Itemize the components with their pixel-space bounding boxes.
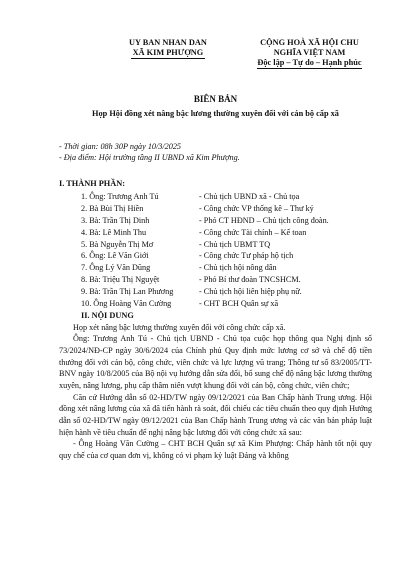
member-name: 9. Bà: Trần Thị Lan Phương xyxy=(81,286,174,296)
content-paragraph: Căn cứ Hướng dẫn số 02-HD/TW ngày 09/12/2021 của Ban Chấp hành Trung ương. Hội đồng xét nâng lương của xã đã tiến hành rà soát, đối chiếu các tiêu chuẩn theo quy định Hướng dẫn số 02-HD/TW ngày 09/12/2021 của Ban Chấp hành Trung ương và các văn bản pháp luật hiện hành về tiêu chuẩn để nghị nâng bậc lương đối với công chức xã sau: xyxy=(59,392,372,437)
member-row xyxy=(81,192,372,204)
content-body xyxy=(59,322,372,462)
member-role: - Công chức Tài chính – Kế toan xyxy=(199,227,307,237)
member-name: 7. Ông Lý Văn Dũng xyxy=(81,263,151,273)
motto-line-1: CỘNG HOÀ XÃ HỘI CHU NGHĨA VIỆT NAM xyxy=(260,38,359,57)
document-subtitle: Họp Hội đồng xét nâng bậc lương thường xuyên đối với cán bộ cấp xã xyxy=(92,109,339,119)
member-role: - Chủ tịch UBMT TQ xyxy=(199,239,271,249)
member-name: 5. Bà Nguyễn Thị Mơ xyxy=(81,239,154,249)
member-row xyxy=(81,204,372,216)
authority-line-1: UY BAN NHAN DAN xyxy=(129,38,207,47)
member-role: - Chủ tịch UBND xã - Chủ tọa xyxy=(199,192,300,202)
member-role: - Phó Bí thư đoàn TNCSHCM. xyxy=(199,275,301,285)
member-name: 6. Ông: Lê Văn Giới xyxy=(81,251,149,261)
member-row xyxy=(81,263,372,275)
content-paragraph: - Ông Hoàng Văn Cường – CHT BCH Quân sự xã Kim Phượng: Chấp hành tốt nội quy quy chế của cơ quan đơn vị, không có vi phạm kỷ luật Đảng và không xyxy=(59,439,372,460)
member-row xyxy=(81,228,372,240)
member-role: - Công chức VP thống kê – Thư ký xyxy=(199,204,314,214)
member-row xyxy=(81,216,372,228)
member-name: 2. Bà Bùi Thị Hiền xyxy=(81,204,144,214)
member-row xyxy=(81,287,372,299)
meeting-time: - Thời gian: 08h 30P ngày 10/3/2025 xyxy=(59,141,182,151)
motto-line-2: Độc lập – Tự do – Hạnh phúc xyxy=(257,57,362,67)
member-role: - Phó CT HĐND – Chủ tịch công đoàn. xyxy=(199,216,329,226)
member-row xyxy=(81,240,372,252)
content-paragraph: Họp xét nâng bậc lương thường xuyên đối với công chức cấp xã. xyxy=(73,322,286,332)
member-role: - Chủ tịch hội liên hiệp phụ nữ. xyxy=(199,286,302,296)
document-title: BIÊN BẢN xyxy=(193,94,238,104)
member-name: 8. Bà: Triệu Thị Nguyệt xyxy=(81,275,160,285)
national-motto xyxy=(247,38,372,69)
member-name: 1. Ông: Trương Anh Tú xyxy=(81,192,159,202)
content-paragraph: Ông: Trương Anh Tú - Chủ tịch UBND - Chủ tọa cuộc họp thông qua Nghị định số 73/2024/NĐ-CP ngày 30/6/2024 của Chính phủ Quy định mức lương cơ sở và chế độ tiền thưởng đối với cán bộ, công chức, viên chức và lực lượng vũ trang; Thông tư số 83/2005/TT-BNV ngày 10/8/2005 của Bộ nội vụ hướng dẫn sửa đổi, bổ sung chế độ nâng bậc lương thường xuyên, nâng lương, phụ cấp thâm niên vượt khung đối với cán bộ, công chức, viên chức; xyxy=(59,334,372,390)
member-name: 4. Bà: Lê Minh Thu xyxy=(81,227,147,237)
issuing-authority xyxy=(129,38,207,59)
member-role: - CHT BCH Quân sự xã xyxy=(199,298,279,308)
member-list xyxy=(59,192,372,310)
document-header xyxy=(59,0,372,70)
section-composition-title: I. THÀNH PHẦN: xyxy=(59,179,125,189)
authority-line-2: XÃ KIM PHƯỢNG xyxy=(132,47,204,57)
member-row xyxy=(81,299,372,311)
meeting-meta xyxy=(59,142,372,164)
member-name: 3. Bà: Trần Thị Dinh xyxy=(81,216,150,226)
meeting-place: - Địa điểm: Hội trường tầng II UBND xã Kim Phượng. xyxy=(59,152,240,162)
member-row xyxy=(81,251,372,263)
member-role: - Chủ tịch hội nông dân xyxy=(199,263,277,273)
member-role: - Công chức Tư pháp hộ tịch xyxy=(199,251,294,261)
section-content-title: II. NỘI DUNG xyxy=(81,311,134,321)
member-name: 10. Ông Hoàng Văn Cường xyxy=(81,298,172,308)
member-row xyxy=(81,275,372,287)
